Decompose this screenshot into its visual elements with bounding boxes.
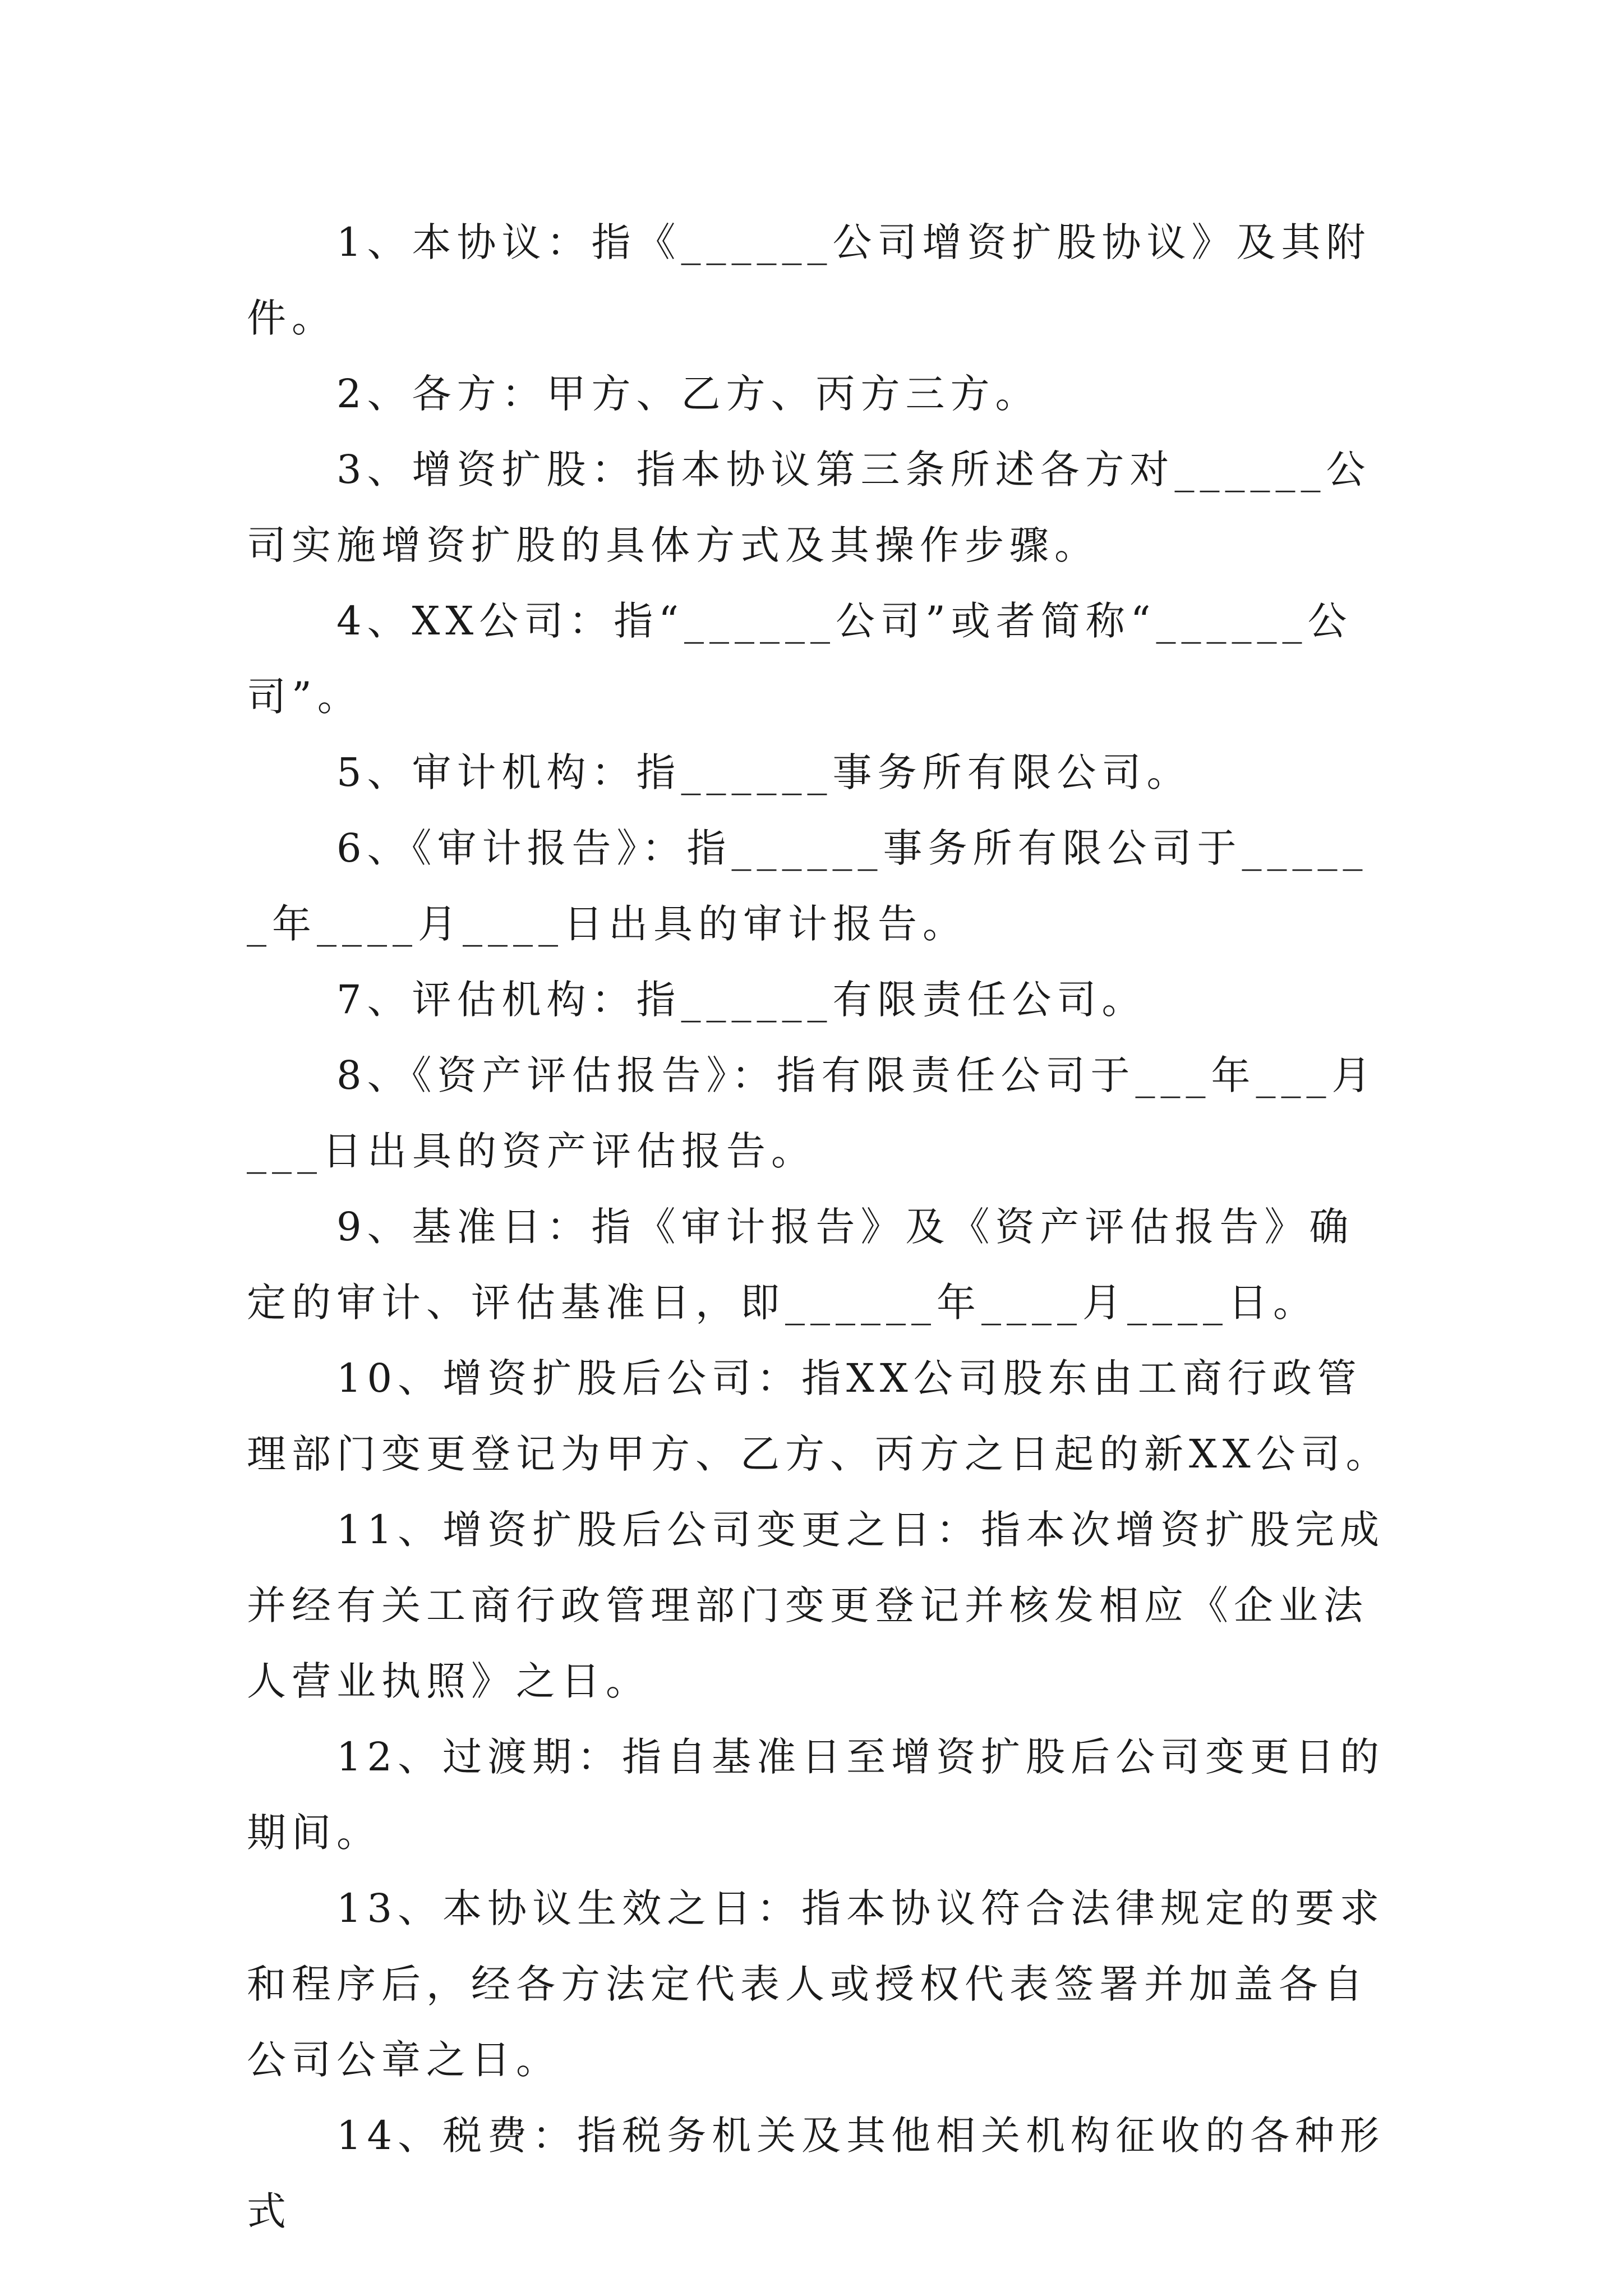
definition-paragraph-9: 9、基准日：指《审计报告》及《资产评估报告》确定的审计、评估基准日，即______年____月____日。 [247,1204,1354,1326]
definition-paragraph-6: 6、《审计报告》：指______事务所有限公司于______年____月____日出具的审计报告。 [247,825,1368,947]
definition-paragraph-14: 14、税费：指税务机关及其他相关机构征收的各种形式 [247,2113,1385,2234]
definition-paragraph-5: 5、审计机构：指______事务所有限公司。 [336,749,1192,795]
definition-paragraph-1: 1、本协议：指《______公司增资扩股协议》及其附件。 [247,219,1371,341]
definition-paragraph-8: 8、《资产评估报告》：指有限责任公司于___年___月___日出具的资产评估报告。 [247,1052,1377,1174]
definition-paragraph-2: 2、各方：甲方、乙方、丙方三方。 [336,371,1040,417]
definition-paragraph-10: 10、增资扩股后公司：指XX公司股东由工商行政管理部门变更登记为甲方、乙方、丙方之日起的新XX公司。 [247,1355,1391,1477]
definition-paragraph-3: 3、增资扩股：指本协议第三条所述各方对______公司实施增资扩股的具体方式及其操作步骤。 [247,447,1371,568]
definition-paragraph-13: 13、本协议生效之日：指本协议符合法律规定的要求和程序后，经各方法定代表人或授权代表签署并加盖各自公司公章之日。 [247,1885,1385,2083]
definition-paragraph-12: 12、过渡期：指自基准日至增资扩股后公司变更日的期间。 [247,1734,1385,1856]
definition-paragraph-11: 11、增资扩股后公司变更之日：指本次增资扩股完成并经有关工商行政管理部门变更登记并核发相应《企业法人营业执照》之日。 [247,1507,1385,1704]
definition-paragraph-7: 7、评估机构：指______有限责任公司。 [336,977,1147,1023]
document-body [247,205,1391,2249]
definition-paragraph-4: 4、XX公司：指“______公司”或者简称“______公司”。 [247,598,1353,720]
